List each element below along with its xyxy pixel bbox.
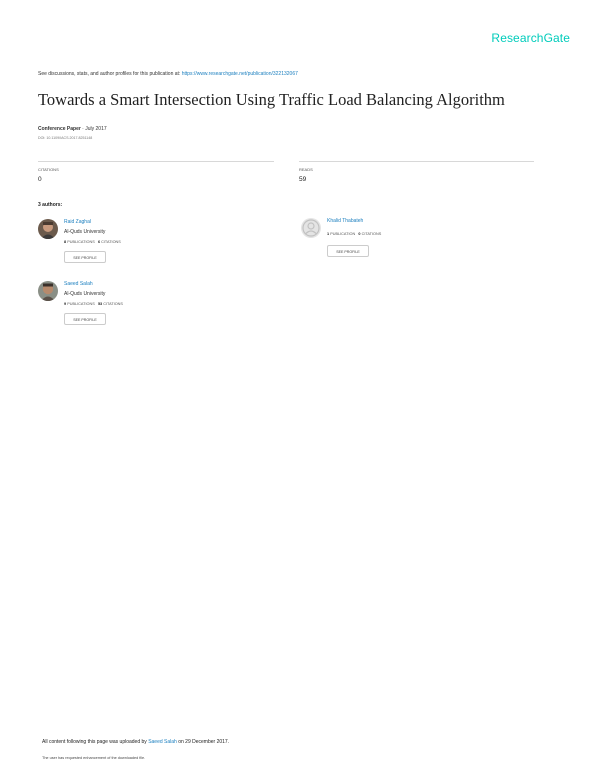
paper-type-line: [38, 126, 107, 132]
citations-value: 0: [38, 176, 42, 183]
publications-count: 1: [327, 232, 330, 236]
author-name[interactable]: Saeed Salah: [64, 281, 93, 287]
citations-count: 53: [97, 302, 103, 306]
paper-title: Towards a Smart Intersection Using Traffic Load Balancing Algorithm: [38, 90, 505, 109]
author-name[interactable]: Khalid Thabateh: [327, 218, 364, 224]
author-photo-icon: [38, 281, 58, 301]
reads-divider: [299, 161, 534, 162]
publications-label: PUBLICATIONS: [67, 240, 95, 244]
paper-doi: DOI: 10.1109/IACS.2017.8251148: [38, 136, 93, 140]
publications-count: 9: [64, 302, 67, 306]
citations-label: CITATIONS: [101, 240, 121, 244]
see-profile-button[interactable]: SEE PROFILE: [64, 251, 106, 263]
disclaimer-text: See discussions, stats, and author profiles for this publication at:: [38, 71, 182, 77]
enhancement-note: The user has requested enhancement of the downloaded file.: [42, 756, 146, 760]
publications-count: 8: [64, 240, 67, 244]
reads-label: READS: [299, 167, 313, 172]
citations-count: 6: [97, 240, 101, 244]
author-counts: [64, 302, 123, 306]
publications-label: PUBLICATION: [330, 232, 356, 236]
citations-label: CITATIONS: [103, 302, 123, 306]
see-profile-button[interactable]: SEE PROFILE: [64, 313, 106, 325]
default-avatar-icon: [301, 218, 321, 238]
see-profile-button[interactable]: SEE PROFILE: [327, 245, 369, 257]
author-institution: Al-Quds University: [64, 229, 106, 235]
publications-label: PUBLICATIONS: [67, 302, 95, 306]
upload-prefix: All content following this page was uploaded by: [42, 739, 149, 745]
researchgate-logo[interactable]: ResearchGate: [491, 31, 570, 45]
citations-label: CITATIONS: [361, 232, 382, 236]
reads-value: 59: [299, 176, 307, 183]
uploader-link[interactable]: Saeed Salah: [148, 739, 177, 745]
author-photo-icon: [38, 219, 58, 239]
publication-link[interactable]: https://www.researchgate.net/publication/322132067: [181, 71, 298, 77]
authors-heading: 3 authors:: [38, 202, 63, 208]
citations-divider: [38, 161, 274, 162]
author-institution: Al-Quds University: [64, 291, 106, 297]
paper-date: · July 2017: [80, 126, 107, 132]
citations-count: 0: [358, 232, 361, 236]
author-counts: [64, 240, 121, 244]
disclaimer: [38, 71, 298, 77]
avatar[interactable]: [38, 219, 58, 239]
avatar[interactable]: [38, 281, 58, 301]
citations-label: CITATIONS: [38, 167, 59, 172]
upload-suffix: on 29 December 2017.: [176, 739, 230, 745]
upload-note: [42, 739, 229, 745]
author-name[interactable]: Raid Zaghal: [64, 219, 91, 225]
author-counts: [327, 232, 381, 236]
avatar[interactable]: [301, 218, 321, 238]
paper-type: Conference Paper: [38, 126, 81, 132]
